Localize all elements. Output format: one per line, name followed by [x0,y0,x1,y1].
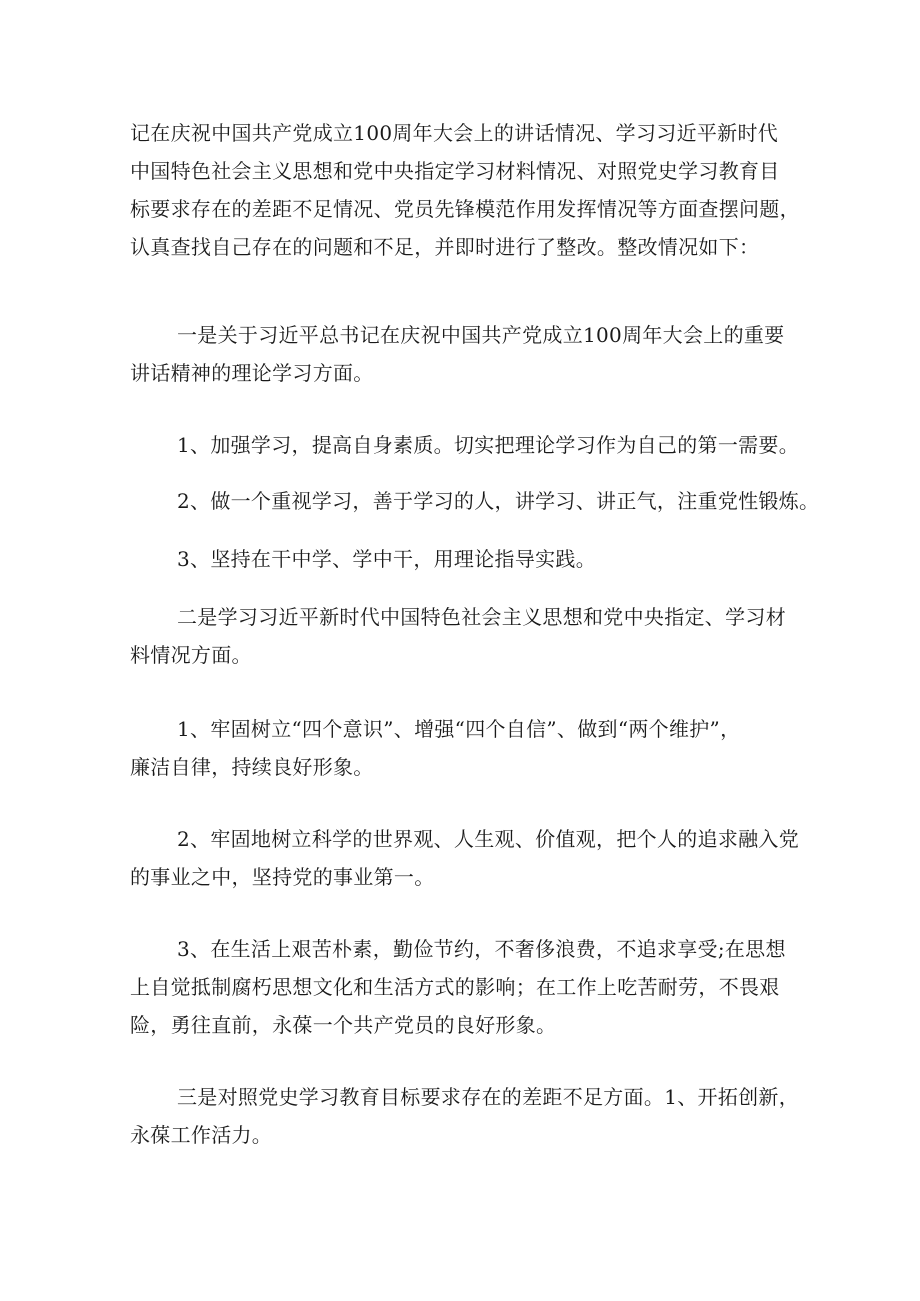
text-line: 料情况方面。 [130,643,252,667]
paragraph-2 [130,316,810,392]
paragraph-10 [130,1078,810,1154]
paragraph-6 [130,598,810,674]
text-line: 1、牢固树立“四个意识”、增强“四个自信”、做到“两个维护”， [177,717,741,741]
paragraph-4 [130,482,820,520]
paragraph-3 [130,426,810,464]
text-line: 一是关于习近平总书记在庆祝中国共产党成立100周年大会上的重要 [177,323,785,347]
text-line: 中国特色社会主义思想和党中央指定学习材料情况、对照党史学习教育目 [130,159,780,183]
text-line: 的事业之中，坚持党的事业第一。 [130,865,435,889]
text-line: 二是学习习近平新时代中国特色社会主义思想和党中央指定、学习材 [177,605,786,629]
text-line: 三是对照党史学习教育目标要求存在的差距不足方面。1、开拓创新， [177,1085,800,1109]
text-line: 2、牢固地树立科学的世界观、人生观、价值观，把个人的追求融入党 [177,827,800,851]
text-line: 永葆工作活力。 [130,1123,273,1147]
text-line: 讲话精神的理论学习方面。 [130,361,374,385]
text-line: 险，勇往直前，永葆一个共产党员的良好形象。 [130,1013,557,1037]
paragraph-8 [130,820,810,896]
text-line: 标要求存在的差距不足情况、党员先锋模范作用发挥情况等方面查摆问题， [130,197,800,221]
text-line: 廉洁自律，持续良好形象。 [130,755,374,779]
paragraph-7 [130,710,810,786]
text-line: 认真查找自己存在的问题和不足，并即时进行了整改。整改情况如下： [130,235,760,259]
text-line: 记在庆祝中国共产党成立100周年大会上的讲话情况、学习习近平新时代 [130,121,779,145]
text-line: 1、加强学习，提高自身素质。切实把理论学习作为自己的第一需要。 [177,433,800,457]
text-line: 上自觉抵制腐朽思想文化和生活方式的影响；在工作上吃苦耐劳，不畏艰 [130,975,780,999]
text-line: 3、坚持在干中学、学中干，用理论指导实践。 [177,547,597,571]
text-line: 2、做一个重视学习，善于学习的人，讲学习、讲正气，注重党性锻炼。 [177,489,820,513]
paragraph-5 [130,540,810,578]
paragraph-1 [130,114,810,266]
paragraph-9 [130,930,810,1044]
text-line: 3、在生活上艰苦朴素，勤俭节约，不奢侈浪费，不追求享受;在思想 [177,937,786,961]
